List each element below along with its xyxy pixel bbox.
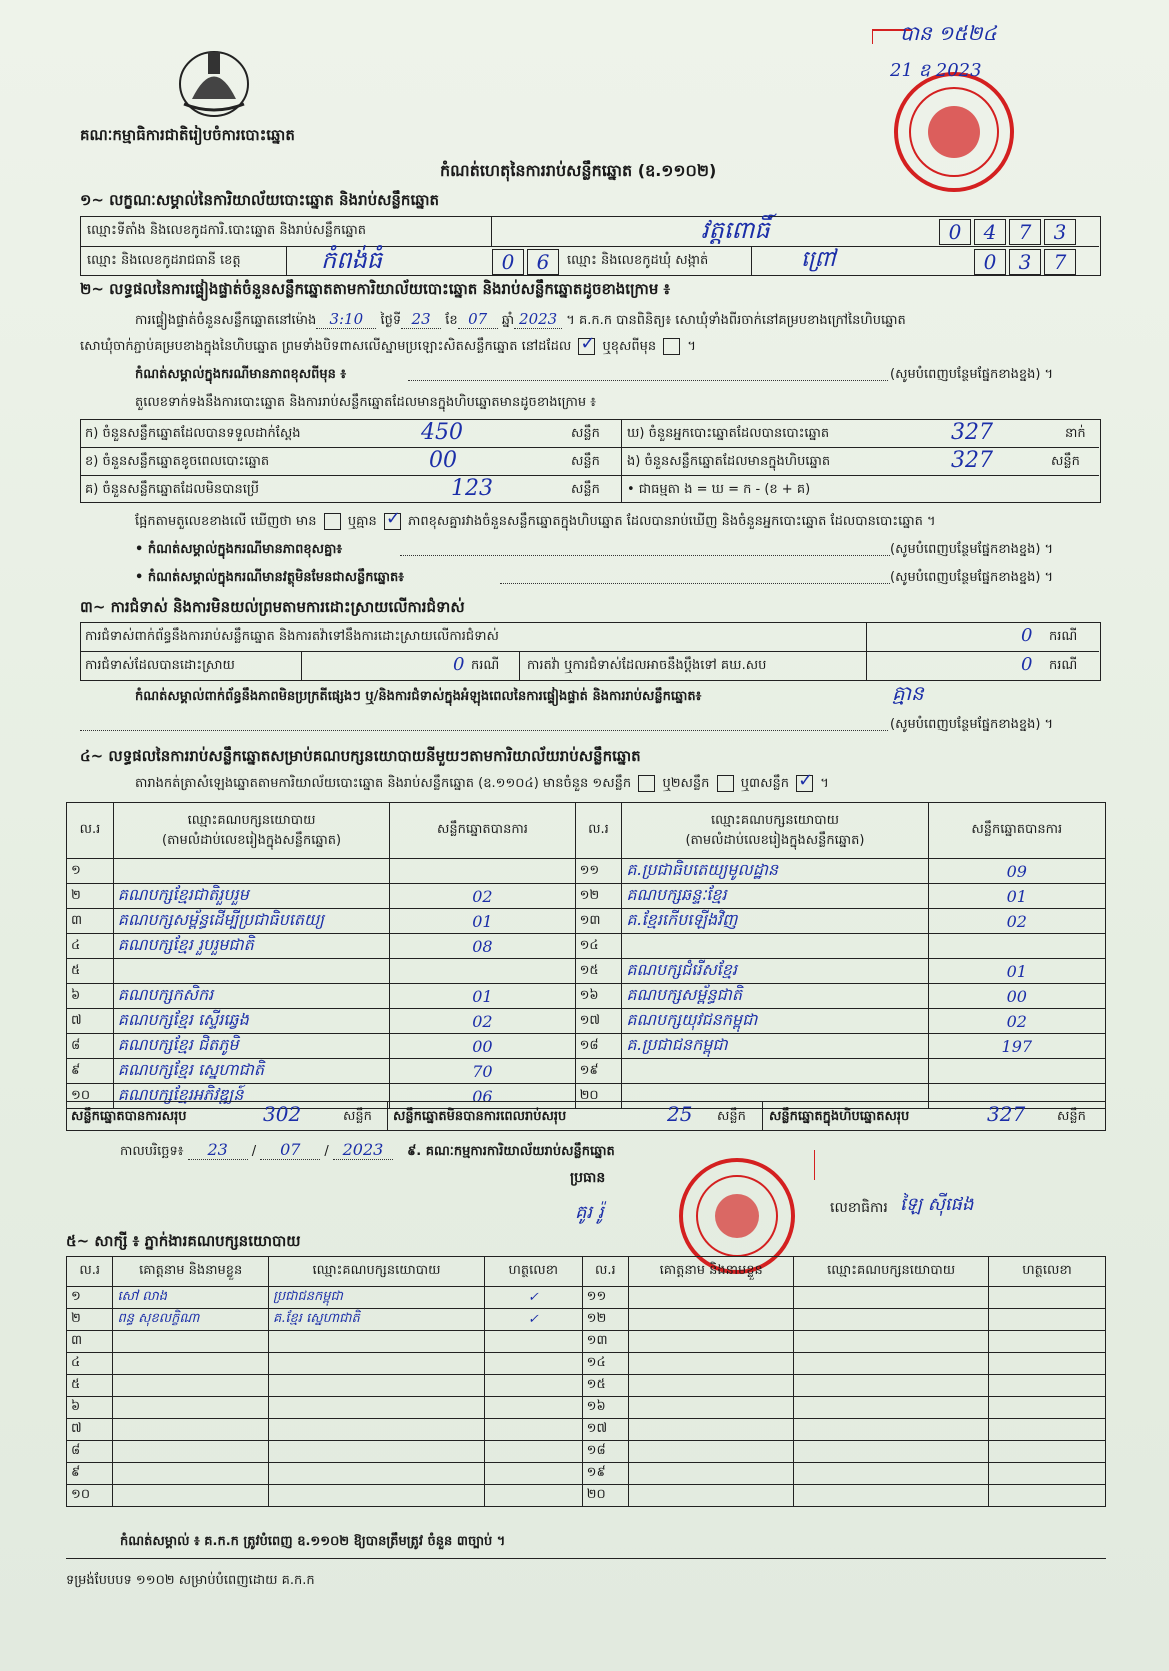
col-no-right: ល.រ bbox=[575, 803, 622, 859]
witness-no: ៨ bbox=[67, 1441, 113, 1463]
figure-c-label: គ) ចំនួនសន្លឹកឆ្នោតដែលមិនបានប្រើ bbox=[85, 482, 259, 497]
party-name: គណបក្សឆន្ទៈខ្មែរ bbox=[622, 884, 928, 909]
witness-name bbox=[113, 1331, 269, 1353]
section5-heading: ៥~ សាក្សី ៖ ភ្នាក់ងារគណបក្សនយោបាយ bbox=[66, 1232, 301, 1250]
party-votes bbox=[928, 1059, 1105, 1084]
seal-line: សោឃុំចាក់ភ្ជាប់គម្របខាងក្នុងនៃហិបឆ្នោត ព្រមទាំងបិទពាសលើស្នាមប្រឡោះសិតសន្លឹកឆ្នោត នៅដដែល ✓ ឬខុសពីមុន ។ bbox=[80, 338, 696, 357]
witness-col-sign-left: ហត្ថលេខា bbox=[484, 1257, 582, 1287]
witness-name bbox=[629, 1309, 794, 1331]
commune-code-3: 7 bbox=[1044, 249, 1076, 275]
total-invalid-unit: សន្លឹក bbox=[717, 1109, 746, 1124]
witness-no: ៩ bbox=[67, 1463, 113, 1485]
figure-b-unit: សន្លឹក bbox=[571, 454, 600, 469]
province-value: កំពង់ធំ bbox=[321, 246, 382, 274]
witness-name bbox=[629, 1375, 794, 1397]
party-no: ១២ bbox=[575, 884, 622, 909]
location-label: ឈ្មោះទីតាំង និងលេខកូដការិ.បោះឆ្នោត និងរាប់សន្លឹកឆ្នោត bbox=[87, 223, 366, 238]
location-code-2: 4 bbox=[974, 219, 1006, 245]
witness-name bbox=[629, 1353, 794, 1375]
figure-c-unit: សន្លឹក bbox=[571, 482, 600, 497]
stamp-note-2: 21 ឧ 2023 bbox=[890, 60, 982, 81]
location-code-3: 7 bbox=[1009, 219, 1041, 245]
section2-heading: ២~ លទ្ធផលនៃការផ្ទៀងផ្ទាត់ចំនួនសន្លឹកឆ្នោតតាមការិយាល័យបោះឆ្នោត និងរាប់សន្លឹកឆ្នោតដូចខាងក្រោម ៖ bbox=[80, 280, 671, 298]
party-name: គណបក្សខ្មែរអភិវឌ្ឍន៍ bbox=[113, 1084, 390, 1109]
total-valid-value: 302 bbox=[263, 1102, 302, 1126]
day-value: 23 bbox=[401, 310, 441, 329]
party-name bbox=[622, 1059, 928, 1084]
witness-name bbox=[113, 1485, 269, 1507]
party-name bbox=[113, 859, 390, 884]
party-votes: 00 bbox=[928, 984, 1105, 1009]
objection-appeal-unit: ករណី bbox=[1049, 658, 1078, 673]
witness-no: ១៩ bbox=[582, 1463, 628, 1485]
witness-table bbox=[66, 1256, 1106, 1507]
irregularity-note-value: គ្មាន bbox=[892, 681, 924, 705]
witness-signature bbox=[484, 1441, 582, 1463]
objections-box bbox=[80, 622, 1101, 681]
witness-signature bbox=[988, 1485, 1105, 1507]
witness-party bbox=[794, 1463, 989, 1485]
total-box-unit: សន្លឹក bbox=[1057, 1109, 1086, 1124]
witness-name bbox=[113, 1353, 269, 1375]
witness-name bbox=[629, 1419, 794, 1441]
witness-signature bbox=[988, 1419, 1105, 1441]
chair-signature: គូរ រ៉ូ bbox=[575, 1202, 604, 1223]
witness-no: ២ bbox=[67, 1309, 113, 1331]
objection-row1-label: ការជំទាស់ពាក់ព័ន្ធនឹងការរាប់សន្លឹកឆ្នោត និងការតវ៉ាទៅនឹងការដោះស្រាយលើការជំទាស់ bbox=[85, 629, 499, 644]
party-votes: 01 bbox=[928, 884, 1105, 909]
party-votes: 08 bbox=[390, 934, 575, 959]
witness-name bbox=[113, 1397, 269, 1419]
witness-no: ១២ bbox=[582, 1309, 628, 1331]
witness-party bbox=[794, 1309, 989, 1331]
witness-col-no-left: ល.រ bbox=[67, 1257, 113, 1287]
party-name: គណបក្សខ្មែរ ស្ទើរឆ្វេង bbox=[113, 1009, 390, 1034]
witness-name bbox=[629, 1485, 794, 1507]
discrepancy-no-checkbox[interactable] bbox=[384, 513, 401, 530]
witness-row bbox=[67, 1463, 1106, 1485]
witness-name: សៅ លាង bbox=[113, 1287, 269, 1309]
figure-d-value: 327 bbox=[951, 420, 993, 445]
witness-party bbox=[794, 1485, 989, 1507]
seal-changed-checkbox[interactable] bbox=[663, 338, 680, 355]
witness-party bbox=[269, 1419, 485, 1441]
party-votes bbox=[390, 959, 575, 984]
witness-no: ១៤ bbox=[582, 1353, 628, 1375]
party-no: ៤ bbox=[67, 934, 114, 959]
party-name: គណបក្សជំរើសខ្មែរ bbox=[622, 959, 928, 984]
figure-c-value: 123 bbox=[451, 476, 493, 501]
party-name: គណបក្សសម្ព័ន្ធដើម្បីប្រជាធិបតេយ្យ bbox=[113, 909, 390, 934]
total-invalid-label: សន្លឹកឆ្នោតមិនបានការពេលរាប់សរុប bbox=[393, 1109, 567, 1124]
party-no: ៦ bbox=[67, 984, 114, 1009]
objection-row1-value: 0 bbox=[1021, 625, 1033, 646]
party-votes: 70 bbox=[390, 1059, 575, 1084]
witness-row bbox=[67, 1419, 1106, 1441]
chair-label: ប្រធាន bbox=[570, 1170, 606, 1186]
witness-party bbox=[269, 1375, 485, 1397]
fill-note-3: (សូមបំពេញបន្ថែមផ្នែកខាងខ្នង) ។ bbox=[890, 570, 1054, 585]
witness-signature: ✓ bbox=[484, 1287, 582, 1309]
col-party-right: ឈ្មោះគណបក្សនយោបាយ (តាមលំដាប់លេខរៀងក្នុងសន្លឹកឆ្នោត) bbox=[622, 803, 928, 859]
witness-name: ពន្ធ សុខលក្ខិណា bbox=[113, 1309, 269, 1331]
figure-b-label: ខ) ចំនួនសន្លឹកឆ្នោតខូចពេលបោះឆ្នោត bbox=[85, 454, 270, 469]
objection-resolved-label: ការជំទាស់ដែលបានដោះស្រាយ bbox=[85, 658, 235, 673]
witness-name bbox=[629, 1441, 794, 1463]
witness-signature bbox=[988, 1331, 1105, 1353]
party-votes: 01 bbox=[390, 909, 575, 934]
difference-note-line bbox=[408, 380, 888, 381]
org-name: គណៈកម្មាធិការជាតិរៀបចំការបោះឆ្នោត bbox=[80, 126, 295, 144]
section1-heading: ១~ លក្ខណៈសម្គាល់នៃការិយាល័យបោះឆ្នោត និងរាប់សន្លឹកឆ្នោត bbox=[80, 191, 440, 209]
party-no: ១៦ bbox=[575, 984, 622, 1009]
location-code-4: 3 bbox=[1044, 219, 1076, 245]
objection-appeal-value: 0 bbox=[1021, 654, 1033, 675]
party-row bbox=[67, 959, 1106, 984]
province-code-1: 0 bbox=[492, 249, 524, 275]
party-no: ៩ bbox=[67, 1059, 114, 1084]
stamp-note-1: បាន ១៥២៤ bbox=[900, 21, 997, 45]
party-votes: 197 bbox=[928, 1034, 1105, 1059]
party-no: ៧ bbox=[67, 1009, 114, 1034]
witness-no: ១៦ bbox=[582, 1397, 628, 1419]
witness-signature bbox=[988, 1375, 1105, 1397]
party-name: គណបក្សខ្មែរ ជិតភូមិ bbox=[113, 1034, 390, 1059]
two-sheets-checkbox[interactable] bbox=[717, 775, 734, 792]
difference-note-label: កំណត់សម្គាល់ក្នុងករណីមានភាពខុសពីមុន ៖ bbox=[135, 367, 347, 382]
col-votes-left: សន្លឹកឆ្នោតបានការ bbox=[390, 803, 575, 859]
party-no: ១០ bbox=[67, 1084, 114, 1109]
irregularity-note-label: កំណត់សម្គាល់ពាក់ព័ន្ធនឹងភាពមិនប្រក្រតីផ្សេងៗ ឬ/និងការជំទាស់ក្នុងអំឡុងពេលនៃការផ្ទៀងផ្ទាត់ និងការរាប់សន្លឹកឆ្នោត៖ bbox=[135, 689, 702, 704]
figure-a-unit: សន្លឹក bbox=[571, 426, 600, 441]
witness-signature bbox=[484, 1463, 582, 1485]
party-name bbox=[622, 934, 928, 959]
party-votes: 01 bbox=[928, 959, 1105, 984]
party-no: ១៨ bbox=[575, 1034, 622, 1059]
witness-no: ១៥ bbox=[582, 1375, 628, 1397]
col-party-left: ឈ្មោះគណបក្សនយោបាយ (តាមលំដាប់លេខរៀងក្នុងសន្លឹកឆ្នោត) bbox=[113, 803, 390, 859]
party-votes: 01 bbox=[390, 984, 575, 1009]
witness-no: ១៧ bbox=[582, 1419, 628, 1441]
witness-signature bbox=[988, 1397, 1105, 1419]
objection-resolved-value: 0 bbox=[453, 654, 465, 675]
party-name: គណបក្សសម្ព័ន្ធជាតិ bbox=[622, 984, 928, 1009]
three-sheets-checkbox[interactable] bbox=[796, 775, 813, 792]
figure-a-value: 450 bbox=[421, 420, 463, 445]
party-votes bbox=[390, 859, 575, 884]
party-no: ៥ bbox=[67, 959, 114, 984]
totals-box bbox=[66, 1101, 1106, 1131]
witness-party: ប្រជាជនកម្ពុជា bbox=[269, 1287, 485, 1309]
form-footer: ទម្រង់បែបបទ ១១០២ សម្រាប់បំពេញដោយ គ.ក.ក bbox=[66, 1573, 315, 1588]
party-row bbox=[67, 984, 1106, 1009]
bullet-foreign-line bbox=[500, 583, 890, 584]
witness-no: ៥ bbox=[67, 1375, 113, 1397]
bullet-foreign-object: • កំណត់សម្គាល់ក្នុងករណីមានវត្ថុមិនមែនជាសន្លឹកឆ្នោត៖ bbox=[135, 570, 404, 585]
commune-label: ឈ្មោះ និងលេខកូដឃុំ សង្កាត់ bbox=[567, 253, 709, 268]
witness-party bbox=[269, 1331, 485, 1353]
discrepancy-yes-checkbox[interactable] bbox=[324, 513, 341, 530]
witness-name bbox=[113, 1375, 269, 1397]
month-value: 07 bbox=[458, 310, 498, 329]
figure-e-unit: សន្លឹក bbox=[1051, 454, 1080, 469]
figures-intro: តួលេខទាក់ទងនឹងការបោះឆ្នោត និងការរាប់សន្លឹកឆ្នោតដែលមានក្នុងហិបឆ្នោតមានដូចខាងក្រោម ៖ bbox=[135, 395, 596, 410]
witness-party bbox=[269, 1353, 485, 1375]
location-code-1: 0 bbox=[939, 219, 971, 245]
location-value: វត្តពោធិ៍ bbox=[701, 216, 770, 244]
seal-intact-checkbox[interactable] bbox=[578, 338, 595, 355]
sheets-line: តារាងកត់ត្រាសំឡេងឆ្នោតតាមការិយាល័យបោះឆ្នោត និងរាប់សន្លឹកឆ្នោត (ឧ.១១០៤) មានចំនួន ១សន្លឹក ឬ២សន្លឹក ឬ៣សន្លឹក ✓ ។ bbox=[135, 775, 829, 794]
figure-a-label: ក) ចំនួនសន្លឹកឆ្នោតដែលបានទទួលដាក់ស្តែង bbox=[85, 426, 301, 441]
witness-row bbox=[67, 1331, 1106, 1353]
year-value: 2023 bbox=[514, 310, 562, 329]
witness-row bbox=[67, 1287, 1106, 1309]
date-line: កាលបរិច្ឆេទ៖ 23 / 07 / 2023 ៩. គណៈកម្មការការិយាល័យរាប់សន្លឹកឆ្នោត bbox=[120, 1140, 615, 1159]
section4-heading: ៤~ លទ្ធផលនៃការរាប់សន្លឹកឆ្នោតសម្រាប់គណបក្សនយោបាយនីមួយៗតាមការិយាល័យរាប់សន្លឹកឆ្នោត bbox=[80, 747, 641, 765]
witness-party bbox=[794, 1419, 989, 1441]
total-box-label: សន្លឹកឆ្នោតក្នុងហិបឆ្នោតសរុប bbox=[769, 1109, 910, 1124]
witness-row bbox=[67, 1375, 1106, 1397]
party-votes: 00 bbox=[390, 1034, 575, 1059]
party-no: ១៥ bbox=[575, 959, 622, 984]
discrepancy-line: ផ្អែកតាមតួលេខខាងលើ ឃើញថា មាន ឬគ្មាន ✓ ភាពខុសគ្នារវាងចំនួនសន្លឹកឆ្នោតក្នុងហិបឆ្នោត ដែលបានរាប់ឃើញ និងចំនួនអ្នកបោះឆ្នោត ដែលបានបោះឆ្នោត ។ bbox=[135, 513, 936, 532]
commune-code-2: 3 bbox=[1009, 249, 1041, 275]
objection-row1-unit: ករណី bbox=[1049, 629, 1078, 644]
figure-d-unit: នាក់ bbox=[1065, 426, 1086, 441]
witness-name bbox=[629, 1331, 794, 1353]
party-votes: 02 bbox=[390, 1009, 575, 1034]
committee-label: ៩. គណៈកម្មការការិយាល័យរាប់សន្លឹកឆ្នោត bbox=[407, 1144, 615, 1159]
formula-label: • ជាធម្មតា ង = ឃ = ក - (ខ + គ) bbox=[627, 482, 811, 497]
verification-line: ការផ្ទៀងផ្ទាត់ចំនួនសន្លឹកឆ្នោតនៅម៉ោង 3:10 ថ្ងៃទី 23 ខែ 07 ឆ្នាំ 2023 ។ គ.ក.ក បានពិនិត្យ៖ សោឃុំទាំងពីរចាក់នៅគម្របខាងក្រៅនៃហិបឆ្នោត bbox=[135, 310, 906, 328]
party-row bbox=[67, 884, 1106, 909]
party-name: គណបក្សយុវជនកម្ពុជា bbox=[622, 1009, 928, 1034]
witness-signature bbox=[484, 1353, 582, 1375]
date-day: 23 bbox=[188, 1140, 248, 1160]
party-name bbox=[113, 959, 390, 984]
figure-d-label: ឃ) ចំនួនអ្នកបោះឆ្នោតដែលបានបោះឆ្នោត bbox=[627, 426, 830, 441]
witness-col-no-right: ល.រ bbox=[582, 1257, 628, 1287]
party-name: គណបក្សកសិករ bbox=[113, 984, 390, 1009]
party-no: ៣ bbox=[67, 909, 114, 934]
party-name: គ.ខ្មែរកើបឡើងវិញ bbox=[622, 909, 928, 934]
party-row bbox=[67, 1034, 1106, 1059]
witness-no: ១ bbox=[67, 1287, 113, 1309]
witness-signature bbox=[484, 1397, 582, 1419]
bullet-difference-line bbox=[400, 555, 890, 556]
party-row bbox=[67, 1059, 1106, 1084]
party-no: ១ bbox=[67, 859, 114, 884]
total-valid-label: សន្លឹកឆ្នោតបានការសរុប bbox=[71, 1109, 187, 1124]
party-row bbox=[67, 909, 1106, 934]
party-row bbox=[67, 1009, 1106, 1034]
witness-party bbox=[794, 1397, 989, 1419]
party-votes: 02 bbox=[928, 909, 1105, 934]
witness-signature bbox=[484, 1375, 582, 1397]
witness-party bbox=[794, 1331, 989, 1353]
province-label: ឈ្មោះ និងលេខកូដរាជធានី ខេត្ត bbox=[87, 253, 241, 268]
party-name: គណបក្សខ្មែរ ស្នេហាជាតិ bbox=[113, 1059, 390, 1084]
party-name: គ.ប្រជាជនកម្ពុជា bbox=[622, 1034, 928, 1059]
witness-party bbox=[794, 1353, 989, 1375]
witness-col-party-left: ឈ្មោះគណបក្សនយោបាយ bbox=[269, 1257, 485, 1287]
witness-no: ២០ bbox=[582, 1485, 628, 1507]
witness-no: ១៨ bbox=[582, 1441, 628, 1463]
witness-no: ៣ bbox=[67, 1331, 113, 1353]
witness-signature bbox=[988, 1463, 1105, 1485]
party-row bbox=[67, 859, 1106, 884]
witness-party bbox=[794, 1287, 989, 1309]
section1-box bbox=[80, 216, 1101, 276]
figure-b-value: 00 bbox=[429, 448, 457, 473]
commune-code-1: 0 bbox=[974, 249, 1006, 275]
footnote: កំណត់សម្គាល់ ៖ គ.ក.ក ត្រូវបំពេញ ឧ.១១០២ ឱ្យបានត្រឹមត្រូវ ចំនួន ៣ច្បាប់ ។ bbox=[120, 1534, 506, 1549]
witness-rows bbox=[67, 1287, 1106, 1507]
party-no: ២ bbox=[67, 884, 114, 909]
witness-party bbox=[269, 1397, 485, 1419]
party-votes: 09 bbox=[928, 859, 1105, 884]
section3-heading: ៣~ ការជំទាស់ និងការមិនយល់ព្រមតាមការដោះស្រាយលើការជំទាស់ bbox=[80, 598, 465, 616]
witness-name bbox=[113, 1419, 269, 1441]
fill-note-1: (សូមបំពេញបន្ថែមផ្នែកខាងខ្នង) ។ bbox=[890, 367, 1054, 382]
witness-name bbox=[629, 1463, 794, 1485]
col-no-left: ល.រ bbox=[67, 803, 114, 859]
witness-party bbox=[269, 1441, 485, 1463]
witness-row bbox=[67, 1309, 1106, 1331]
fill-note-4: (សូមបំពេញបន្ថែមផ្នែកខាងខ្នង) ។ bbox=[890, 717, 1054, 732]
party-no: ១៩ bbox=[575, 1059, 622, 1084]
witness-name bbox=[113, 1441, 269, 1463]
fill-note-2: (សូមបំពេញបន្ថែមផ្នែកខាងខ្នង) ។ bbox=[890, 542, 1054, 557]
party-no: ១៤ bbox=[575, 934, 622, 959]
witness-signature bbox=[988, 1441, 1105, 1463]
col-votes-right: សន្លឹកឆ្នោតបានការ bbox=[928, 803, 1105, 859]
party-name: គណបក្សខ្មែរ រួបរួមជាតិ bbox=[113, 934, 390, 959]
party-no: ៨ bbox=[67, 1034, 114, 1059]
figure-e-label: ង) ចំនួនសន្លឹកឆ្នោតដែលមានក្នុងហិបឆ្នោត bbox=[627, 454, 831, 469]
witness-party bbox=[794, 1441, 989, 1463]
bullet-difference: • កំណត់សម្គាល់ក្នុងករណីមានភាពខុសគ្នា៖ bbox=[135, 542, 343, 557]
party-votes: 02 bbox=[390, 884, 575, 909]
figures-box bbox=[80, 419, 1101, 503]
party-no: ១១ bbox=[575, 859, 622, 884]
party-no: ២០ bbox=[575, 1084, 622, 1109]
party-votes: 06 bbox=[390, 1084, 575, 1109]
witness-no: ១១ bbox=[582, 1287, 628, 1309]
witness-name bbox=[629, 1397, 794, 1419]
secretary-signature: ឡៃ ស៊ីផេង bbox=[900, 1194, 974, 1215]
commune-value: ព្រៅ bbox=[801, 247, 836, 272]
witness-col-name-left: គោត្តនាម និងនាមខ្លួន bbox=[113, 1257, 269, 1287]
secretary-label: លេខាធិការ bbox=[830, 1200, 888, 1216]
witness-name bbox=[629, 1287, 794, 1309]
party-no: ១៧ bbox=[575, 1009, 622, 1034]
witness-no: ៧ bbox=[67, 1419, 113, 1441]
total-invalid-value: 25 bbox=[667, 1102, 693, 1126]
one-sheet-checkbox[interactable] bbox=[638, 775, 655, 792]
witness-col-sign-right: ហត្ថលេខា bbox=[988, 1257, 1105, 1287]
province-code-2: 6 bbox=[527, 249, 559, 275]
party-name: គណបក្សខ្មែរជាតិរួបរួម bbox=[113, 884, 390, 909]
witness-row bbox=[67, 1485, 1106, 1507]
witness-signature bbox=[484, 1485, 582, 1507]
witness-party bbox=[269, 1485, 485, 1507]
witness-row bbox=[67, 1441, 1106, 1463]
witness-no: ៦ bbox=[67, 1397, 113, 1419]
time-value: 3:10 bbox=[316, 310, 376, 329]
party-name: គ.ប្រជាធិបតេយ្យមូលដ្ឋាន bbox=[622, 859, 928, 884]
witness-signature bbox=[988, 1353, 1105, 1375]
witness-no: ១០ bbox=[67, 1485, 113, 1507]
witness-signature: ✓ bbox=[484, 1309, 582, 1331]
witness-no: ១៣ bbox=[582, 1331, 628, 1353]
footer-divider bbox=[66, 1558, 1106, 1559]
witness-party: គ.ខ្មែរ ស្នេហាជាតិ bbox=[269, 1309, 485, 1331]
party-votes: 02 bbox=[928, 1009, 1105, 1034]
form-title: កំណត់ហេតុនៃការរាប់សន្លឹកឆ្នោត (ឧ.១១០២) bbox=[440, 161, 717, 180]
nec-emblem-icon bbox=[172, 44, 256, 120]
figure-e-value: 327 bbox=[951, 448, 993, 473]
witness-row bbox=[67, 1353, 1106, 1375]
witness-party bbox=[269, 1463, 485, 1485]
witness-signature bbox=[484, 1419, 582, 1441]
objection-resolved-unit: ករណី bbox=[471, 658, 500, 673]
witness-signature bbox=[484, 1331, 582, 1353]
objection-appeal-label: ការតវ៉ា ឬការជំទាស់ដែលអាចនឹងប្តឹងទៅ គឃ.សប bbox=[527, 658, 767, 673]
party-votes bbox=[928, 934, 1105, 959]
witness-col-party-right: ឈ្មោះគណបក្សនយោបាយ bbox=[794, 1257, 989, 1287]
party-rows bbox=[67, 859, 1106, 1109]
party-no: ១៣ bbox=[575, 909, 622, 934]
date-year: 2023 bbox=[333, 1140, 393, 1160]
witness-signature bbox=[988, 1309, 1105, 1331]
party-row bbox=[67, 934, 1106, 959]
witness-signature bbox=[988, 1287, 1105, 1309]
witness-row bbox=[67, 1397, 1106, 1419]
date-month: 07 bbox=[260, 1140, 320, 1160]
witness-party bbox=[794, 1375, 989, 1397]
irregularity-line bbox=[80, 730, 888, 731]
witness-no: ៤ bbox=[67, 1353, 113, 1375]
total-valid-unit: សន្លឹក bbox=[343, 1109, 372, 1124]
witness-col-name-right: គោត្តនាម និងនាមខ្លួន bbox=[629, 1257, 794, 1287]
total-box-value: 327 bbox=[987, 1102, 1026, 1126]
witness-name bbox=[113, 1463, 269, 1485]
party-results-table bbox=[66, 802, 1106, 1109]
